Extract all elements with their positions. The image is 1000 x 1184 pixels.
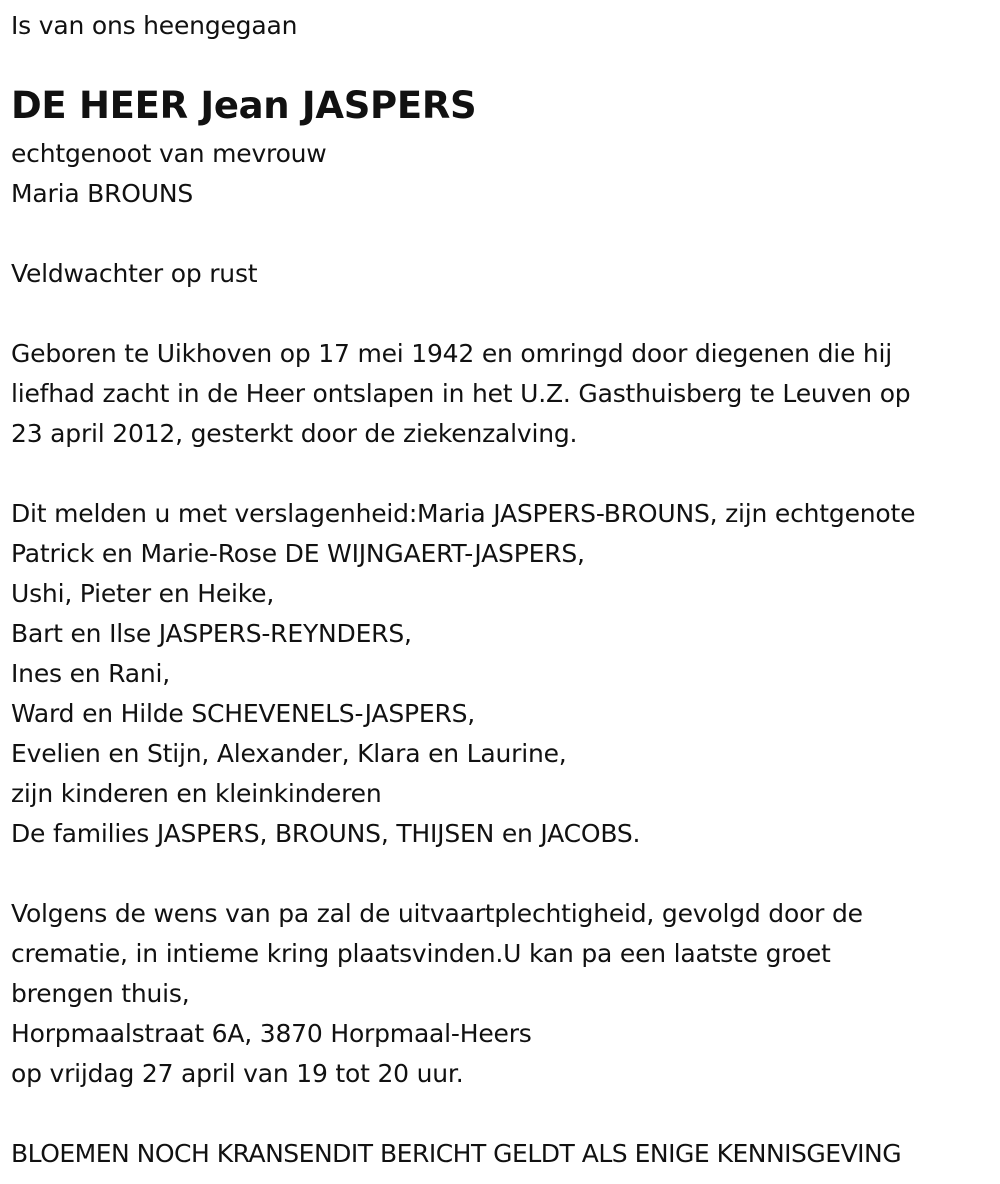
intro-text: Is van ons heengegaan <box>11 11 298 40</box>
paragraph-line: liefhad zacht in de Heer ontslapen in het U.Z. Gasthuisberg te Leuven op <box>11 379 911 408</box>
deceased-name: DE HEER Jean JASPERS <box>11 84 477 127</box>
family-line: Patrick en Marie-Rose DE WIJNGAERT-JASPERS, <box>11 539 585 568</box>
funeral-paragraph <box>11 894 863 1094</box>
paragraph-line: Volgens de wens van pa zal de uitvaartplechtigheid, gevolgd door de <box>11 899 863 928</box>
paragraph-line: brengen thuis, <box>11 979 190 1008</box>
paragraph-line: Geboren te Uikhoven op 17 mei 1942 en omringd door diegenen die hij <box>11 339 893 368</box>
family-line: Ward en Hilde SCHEVENELS-JASPERS, <box>11 699 476 728</box>
family-list <box>11 494 915 854</box>
birth-death-paragraph <box>11 334 910 454</box>
family-line: De families JASPERS, BROUNS, THIJSEN en JACOBS. <box>11 819 641 848</box>
spouse-line: Maria BROUNS <box>11 179 194 208</box>
occupation-block <box>11 254 257 294</box>
spouse-line: echtgenoot van mevrouw <box>11 139 327 168</box>
family-line: Evelien en Stijn, Alexander, Klara en Laurine, <box>11 739 567 768</box>
family-line: Ushi, Pieter en Heike, <box>11 579 275 608</box>
closing-text: BLOEMEN NOCH KRANSENDIT BERICHT GELDT ALS ENIGE KENNISGEVING <box>11 1139 902 1168</box>
family-line: Bart en Ilse JASPERS-REYNDERS, <box>11 619 412 648</box>
visitation-time: op vrijdag 27 april van 19 tot 20 uur. <box>11 1059 464 1088</box>
family-line: Dit melden u met verslagenheid:Maria JASPERS-BROUNS, zijn echtgenote <box>11 499 916 528</box>
paragraph-line: 23 april 2012, gesterkt door de ziekenzalving. <box>11 419 578 448</box>
address-line: Horpmaalstraat 6A, 3870 Horpmaal-Heers <box>11 1019 532 1048</box>
family-line: Ines en Rani, <box>11 659 171 688</box>
closing-block <box>11 1134 901 1174</box>
paragraph-line: crematie, in intieme kring plaatsvinden.U kan pa een laatste groet <box>11 939 831 968</box>
family-line: zijn kinderen en kleinkinderen <box>11 779 382 808</box>
occupation-text: Veldwachter op rust <box>11 259 258 288</box>
spouse-block <box>11 134 327 214</box>
